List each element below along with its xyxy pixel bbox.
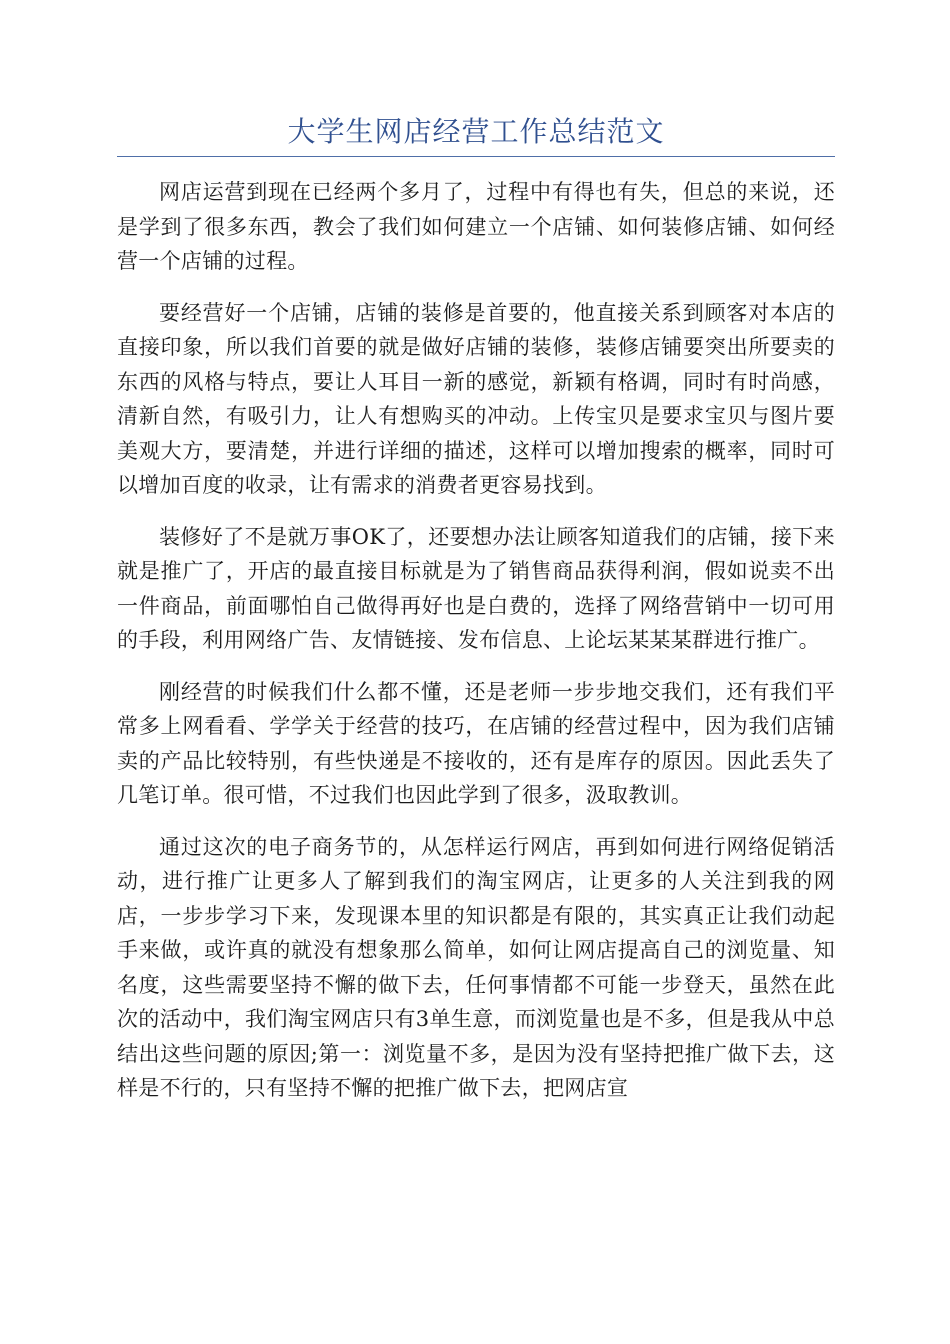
paragraph: 装修好了不是就万事OK了，还要想办法让顾客知道我们的店铺，接下来就是推广了，开店的最直接目标就是为了销售商品获得利润，假如说卖不出一件商品，前面哪怕自己做得再好也是白费的，选择了网络营销中一切可用的手段，利用网络广告、友情链接、发布信息、上论坛某某某群进行推广。: [117, 524, 835, 652]
paragraph: 要经营好一个店铺，店铺的装修是首要的，他直接关系到顾客对本店的直接印象，所以我们首要的就是做好店铺的装修，装修店铺要突出所要卖的东西的风格与特点，要让人耳目一新的感觉，新颖有格调，同时有时尚感，清新自然，有吸引力，让人有想购买的冲动。上传宝贝是要求宝贝与图片要美观大方，要清楚，并进行详细的描述，这样可以增加搜索的概率，同时可以增加百度的收录，让有需求的消费者更容易找到。: [117, 300, 835, 497]
paragraph: 网店运营到现在已经两个多月了，过程中有得也有失，但总的来说，还是学到了很多东西，教会了我们如何建立一个店铺、如何装修店铺、如何经营一个店铺的过程。: [117, 180, 835, 273]
title-block: [117, 112, 835, 157]
document-body: [117, 175, 835, 1123]
paragraph: 通过这次的电子商务节的，从怎样运行网店，再到如何进行网络促销活动，进行推广让更多人了解到我们的淘宝网店，让更多的人关注到我的网店，一步步学习下来，发现课本里的知识都是有限的，其实真正让我们动起手来做，或许真的就没有想象那么简单，如何让网店提高自己的浏览量、知名度，这些需要坚持不懈的做下去，任何事情都不可能一步登天，虽然在此次的活动中，我们淘宝网店只有3单生意，而浏览量也是不多，但是我从中总结出这些问题的原因;第一：浏览量不多，是因为没有坚持把推广做下去，这样是不行的，只有坚持不懈的把推广做下去，把网店宣: [117, 834, 835, 1100]
document-title: 大学生网店经营工作总结范文: [287, 115, 665, 148]
paragraph: 刚经营的时候我们什么都不懂，还是老师一步步地交我们，还有我们平常多上网看看、学学关于经营的技巧，在店铺的经营过程中，因为我们店铺卖的产品比较特别，有些快递是不接收的，还有是库存的原因。因此丢失了几笔订单。很可惜，不过我们也因此学到了很多，汲取教训。: [117, 679, 835, 807]
